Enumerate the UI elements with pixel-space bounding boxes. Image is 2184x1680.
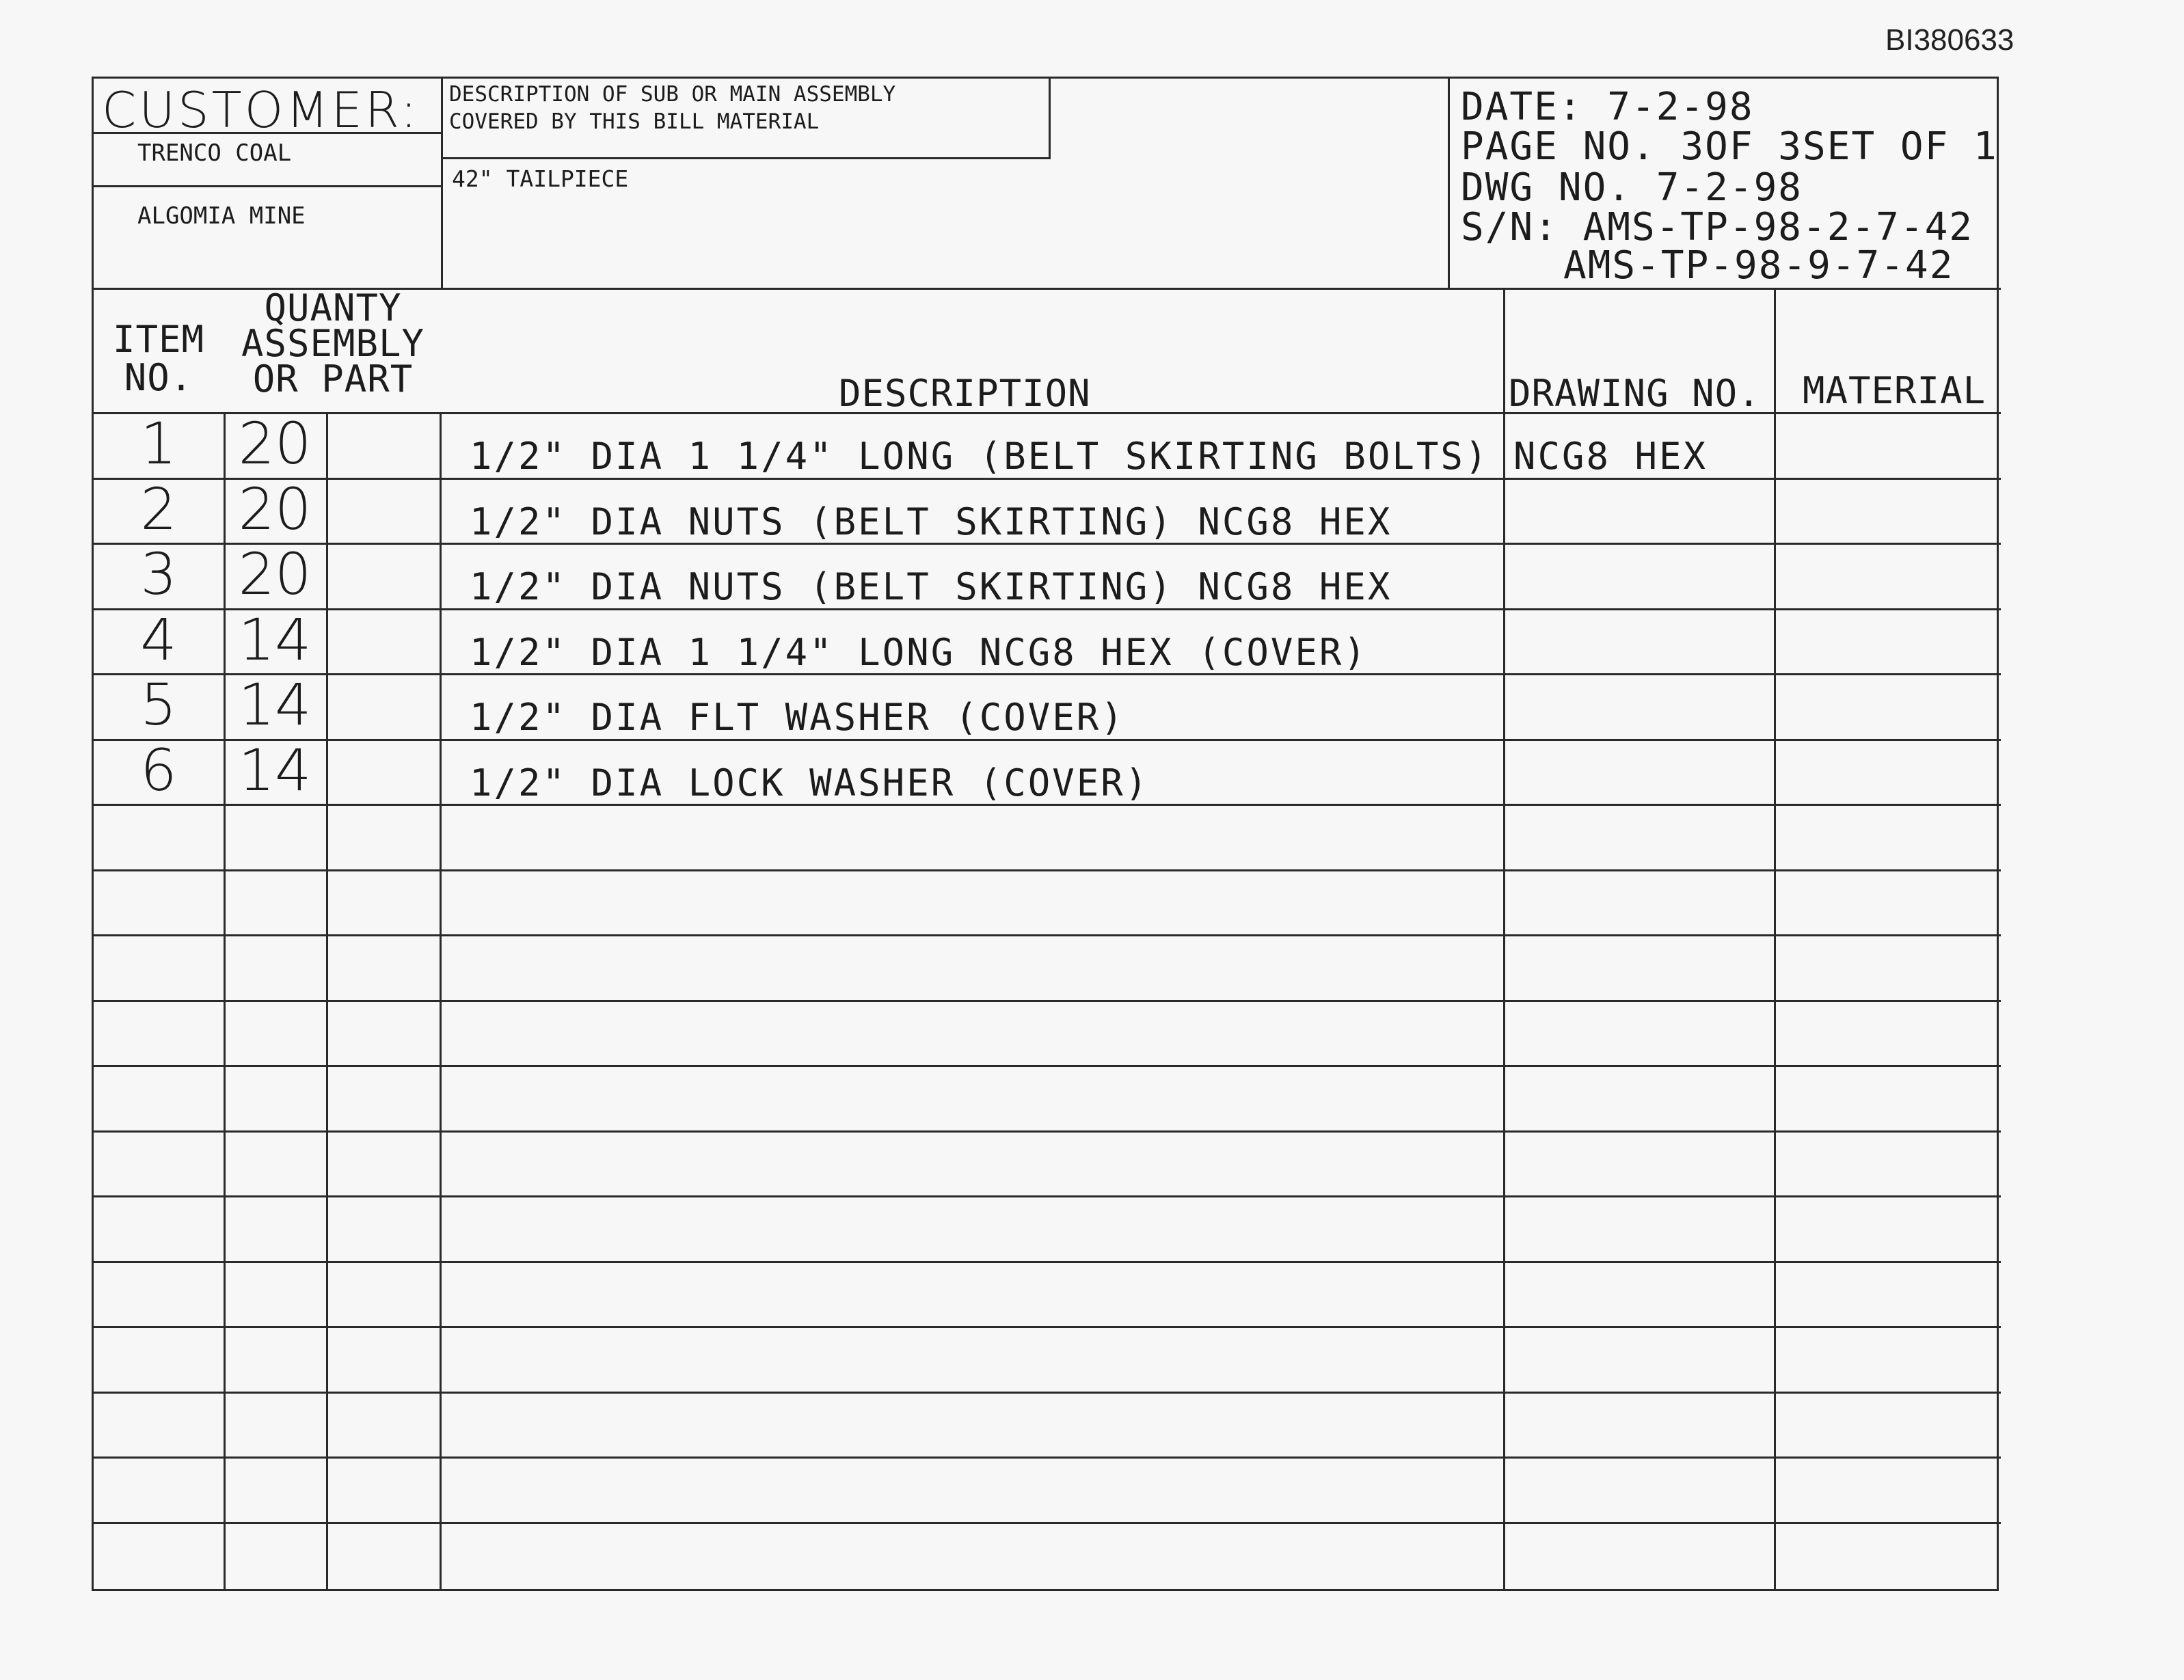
customer-name-rule [94, 185, 441, 187]
quantity-cell: 14 [238, 606, 312, 673]
quantity-cell: 20 [238, 410, 312, 477]
customer-site: ALGOMIA MINE [137, 202, 306, 230]
item-number-cell: 1 [140, 410, 177, 477]
header-description: DESCRIPTION [839, 372, 1091, 415]
table-row-divider [94, 1392, 2001, 1394]
header-material: MATERIAL [1803, 369, 1986, 412]
table-column-divider [1503, 288, 1505, 1591]
description-cell: 1/2" DIA FLT WASHER (COVER) [470, 696, 1125, 739]
assembly-caption-line1: DESCRIPTION OF SUB OR MAIN ASSEMBLY [449, 82, 896, 107]
table-row-divider [94, 1130, 2001, 1133]
table-row-divider [94, 1457, 2001, 1459]
table-row-divider [94, 869, 2001, 871]
drawing-number-field: DWG NO. 7-2-98 [1461, 165, 1803, 210]
table-row-divider [94, 478, 2001, 480]
table-row-divider [94, 1195, 2001, 1197]
item-number-cell: 3 [140, 541, 177, 608]
page-number-field: PAGE NO. 3OF 3SET OF 1 [1461, 124, 1998, 169]
item-number-cell: 6 [140, 737, 177, 804]
table-row-divider [94, 1065, 2001, 1067]
document-id: BI380633 [1885, 23, 2014, 57]
header-drawing-no: DRAWING NO. [1509, 372, 1761, 415]
description-cell: 1/2" DIA 1 1/4" LONG (BELT SKIRTING BOLTS) NCG8 HEX [470, 435, 1708, 478]
header-item-no: ITEM NO. [112, 318, 205, 399]
serial-number-line1: S/N: AMS-TP-98-2-7-42 [1461, 205, 1974, 249]
quantity-cell: 20 [238, 541, 312, 608]
header-quantity: QUANTY ASSEMBLY OR PART [241, 286, 425, 401]
quantity-cell: 14 [238, 671, 312, 738]
quantity-cell: 14 [238, 737, 312, 804]
table-row-divider [94, 1326, 2001, 1328]
description-cell: 1/2" DIA LOCK WASHER (COVER) [470, 761, 1150, 804]
item-number-cell: 5 [140, 671, 177, 738]
table-row-divider [94, 608, 2001, 610]
description-cell: 1/2" DIA 1 1/4" LONG NCG8 HEX (COVER) [470, 631, 1368, 674]
table-row-divider [94, 1261, 2001, 1263]
item-number-cell: 2 [140, 476, 177, 543]
table-column-divider [1774, 288, 1776, 1591]
table-row-divider [94, 1000, 2001, 1002]
table-row-divider [94, 1522, 2001, 1524]
date-field: DATE: 7-2-98 [1461, 85, 1754, 129]
bill-of-material-form [92, 77, 1999, 1591]
item-number-cell: 4 [140, 606, 177, 673]
table-row-divider [94, 934, 2001, 936]
info-divider [1448, 79, 1450, 288]
customer-label: CUSTOMER: [102, 81, 420, 139]
customer-name: TRENCO COAL [137, 139, 292, 167]
description-cell: 1/2" DIA NUTS (BELT SKIRTING) NCG8 HEX [470, 500, 1392, 543]
serial-number-line2: AMS-TP-98-9-7-42 [1563, 243, 1954, 288]
table-row-divider [94, 739, 2001, 741]
assembly-caption-line2: COVERED BY THIS BILL MATERIAL [449, 109, 820, 134]
quantity-cell: 20 [238, 476, 312, 543]
column-header-bottom-rule [94, 412, 2001, 414]
description-cell: 1/2" DIA NUTS (BELT SKIRTING) NCG8 HEX [470, 565, 1392, 608]
assembly-value: 42" TAILPIECE [452, 165, 629, 192]
